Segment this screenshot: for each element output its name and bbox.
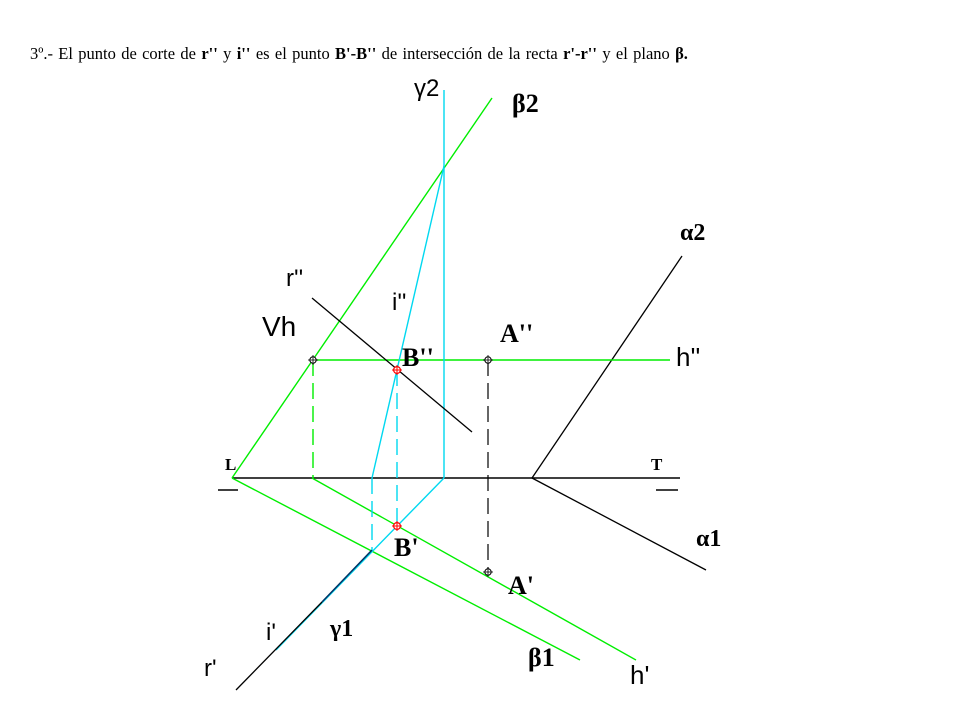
alpha1-trace: [532, 478, 706, 570]
caption-step: 3º.- El punto de corte de: [30, 44, 196, 63]
h1-line: [312, 478, 636, 660]
r2-line: [312, 298, 472, 432]
alpha2-trace: [532, 256, 682, 478]
label-r1: r': [204, 655, 217, 682]
label-alpha2: α2: [680, 220, 706, 246]
caption-rline: r'-r'': [563, 44, 597, 63]
label-gamma1: γ1: [330, 616, 354, 642]
caption-r2: r'': [201, 44, 218, 63]
label-h1: h': [630, 660, 650, 690]
i2-line: [372, 166, 444, 478]
label-A1: A': [508, 571, 534, 600]
caption-mid: es el punto: [255, 44, 330, 63]
r1-line: [236, 602, 322, 690]
label-L: L: [225, 455, 237, 474]
label-T: T: [651, 455, 663, 474]
point-A2: [483, 355, 493, 365]
beta2-trace: [232, 98, 492, 478]
caption-plane: β.: [675, 44, 688, 63]
caption-B: B'-B'': [335, 44, 377, 63]
caption-i2: i'': [236, 44, 251, 63]
caption-and: y: [223, 44, 232, 63]
label-i2: i'': [392, 289, 407, 316]
label-gamma2: γ2: [414, 75, 440, 102]
label-A2: A'': [500, 319, 534, 348]
label-h2: h'': [676, 342, 701, 372]
label-alpha1: α1: [696, 526, 722, 552]
beta1-trace: [232, 478, 580, 660]
label-beta1: β1: [528, 643, 555, 672]
gamma1-dark-segment: [322, 550, 372, 602]
caption-mid3: y el plano: [602, 44, 670, 63]
caption-mid2: de intersección de la recta: [381, 44, 558, 63]
label-i1: i': [266, 619, 276, 646]
label-B2: B'': [402, 343, 434, 372]
label-B1: B': [394, 533, 419, 562]
label-beta2: β2: [512, 89, 539, 118]
label-Vh: Vh: [262, 311, 297, 342]
label-r2: r'': [286, 265, 304, 292]
